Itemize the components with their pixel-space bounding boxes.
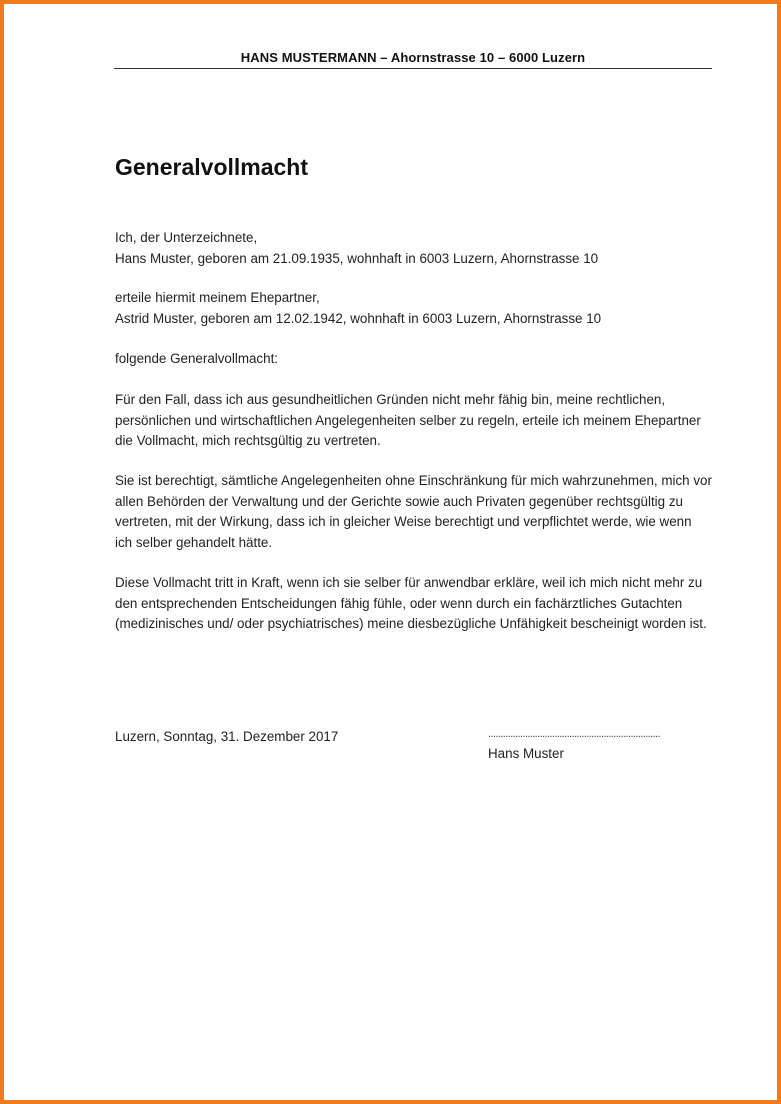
paragraph-line: ich selber gehandelt hätte. <box>115 534 273 550</box>
place-and-date: Luzern, Sonntag, 31. Dezember 2017 <box>115 729 339 744</box>
paragraph-line: persönlichen und wirtschaftlichen Angelegenheiten selber zu regeln, erteile ich meinem Ehepartner <box>115 412 701 428</box>
paragraph-line: vertreten, mit der Wirkung, dass ich in gleicher Weise berechtigt und verpflichtet werde, wie wenn <box>115 514 692 529</box>
header-divider <box>114 68 712 69</box>
intro-block <box>115 349 715 370</box>
paragraph-line: Für den Fall, dass ich aus gesundheitlichen Gründen nicht mehr fähig bin, meine rechtlichen, <box>115 392 666 407</box>
principal-details-line: Hans Muster, geboren am 21.09.1935, wohnhaft in 6003 Luzern, Ahornstrasse 10 <box>115 250 599 266</box>
paragraph-line: den entsprechenden Entscheidungen fähig fühle, oder wenn durch ein fachärztliches Gutachten <box>115 595 683 611</box>
paragraph-line: die Vollmacht, mich rechtsgültig zu vertreten. <box>115 433 381 448</box>
letterhead: HANS MUSTERMANN – Ahornstrasse 10 – 6000 Luzern <box>240 50 586 65</box>
paragraph-condition <box>115 390 715 452</box>
signer-name: Hans Muster <box>488 746 564 761</box>
principal-intro-line: Ich, der Unterzeichnete, <box>115 230 258 245</box>
paragraph-scope <box>115 471 715 553</box>
paragraph-effect <box>115 573 715 635</box>
paragraph-line: (medizinisches und/ oder psychiatrisches) meine diesbezügliche Unfähigkeit bescheinigt worden ist. <box>115 616 707 631</box>
paragraph-line: Sie ist berechtigt, sämtliche Angelegenheiten ohne Einschränkung für mich wahrzunehmen, mich vor <box>115 473 712 488</box>
agent-intro-line: erteile hiermit meinem Ehepartner, <box>115 290 320 305</box>
agent-details-line: Astrid Muster, geboren am 12.02.1942, wohnhaft in 6003 Luzern, Ahornstrasse 10 <box>115 310 602 326</box>
paragraph-line: allen Behörden der Verwaltung und der Gerichte sowie auch Privaten gegenüber rechtsgültig zu <box>115 493 683 509</box>
paragraph-line: Diese Vollmacht tritt in Kraft, wenn ich sie selber für anwendbar erkläre, weil ich mich nicht mehr zu <box>115 575 703 590</box>
principal-block <box>115 228 715 269</box>
intro-line: folgende Generalvollmacht: <box>115 351 279 366</box>
signature-line: ...................................................................... <box>488 728 660 740</box>
document-title: Generalvollmacht <box>115 154 309 180</box>
agent-block <box>115 288 715 329</box>
